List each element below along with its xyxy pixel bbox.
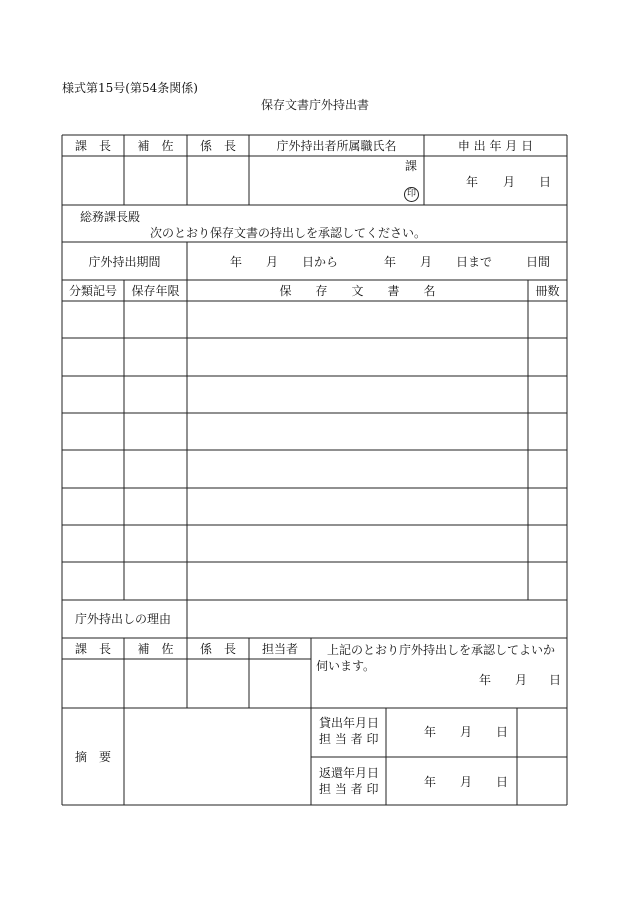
- lend-line2: 担 当 者 印: [319, 732, 379, 746]
- approval-year: 年: [479, 673, 492, 687]
- summary-label: 摘 要: [74, 750, 111, 764]
- header-hosa: 補 佐: [137, 139, 174, 153]
- lend-year: 年: [424, 725, 437, 739]
- period-until: 日まで: [456, 255, 493, 269]
- approval-day: 日: [549, 673, 562, 687]
- header-apply-date: 申 出 年 月 日: [457, 139, 534, 153]
- period-month2: 月: [420, 255, 433, 269]
- approval-tanto: 担当者: [261, 642, 298, 656]
- reason-label: 庁外持出しの理由: [75, 612, 172, 626]
- approval-hosa: 補 佐: [137, 642, 174, 656]
- list-header-count: 冊数: [535, 284, 560, 298]
- period-month1: 月: [266, 255, 279, 269]
- approval-month: 月: [515, 673, 528, 687]
- addressee: 総務課長殿: [80, 210, 141, 224]
- lend-line1: 貸出年月日: [319, 716, 380, 730]
- apply-year: 年: [466, 175, 479, 189]
- period-year2: 年: [384, 255, 397, 269]
- period-label: 庁外持出期間: [88, 255, 161, 269]
- approval-text-line2: 伺います。: [316, 659, 376, 673]
- header-kakaricho: 係 長: [199, 139, 236, 153]
- seal-mark: 印: [404, 187, 419, 202]
- list-header-documents: 保 存 文 書 名: [279, 284, 436, 298]
- header-applicant: 庁外持出者所属職氏名: [276, 139, 397, 153]
- list-header-hozon: 保存年限: [131, 284, 180, 298]
- request-text: 次のとおり保存文書の持出しを承認してください。: [150, 226, 427, 240]
- approval-kakaricho: 係 長: [199, 642, 236, 656]
- form-number: 様式第15号(第54条関係): [62, 81, 198, 95]
- apply-month: 月: [503, 175, 516, 189]
- apply-day: 日: [539, 175, 552, 189]
- approval-kacho: 課 長: [74, 642, 111, 656]
- return-month: 月: [460, 775, 473, 789]
- header-kacho: 課 長: [74, 139, 111, 153]
- return-day: 日: [496, 775, 509, 789]
- approval-text-line1: 上記のとおり庁外持出しを承認してよいか: [327, 643, 556, 657]
- period-from: 日から: [302, 255, 339, 269]
- lend-day: 日: [496, 725, 509, 739]
- lend-month: 月: [460, 725, 473, 739]
- period-year1: 年: [230, 255, 243, 269]
- applicant-ka: 課: [405, 159, 418, 173]
- return-year: 年: [424, 775, 437, 789]
- period-days: 日間: [526, 255, 551, 269]
- list-header-bunrui: 分類記号: [68, 284, 117, 298]
- form-title: 保存文書庁外持出書: [260, 98, 369, 112]
- return-line2: 担 当 者 印: [319, 782, 379, 796]
- return-line1: 返還年月日: [319, 766, 380, 780]
